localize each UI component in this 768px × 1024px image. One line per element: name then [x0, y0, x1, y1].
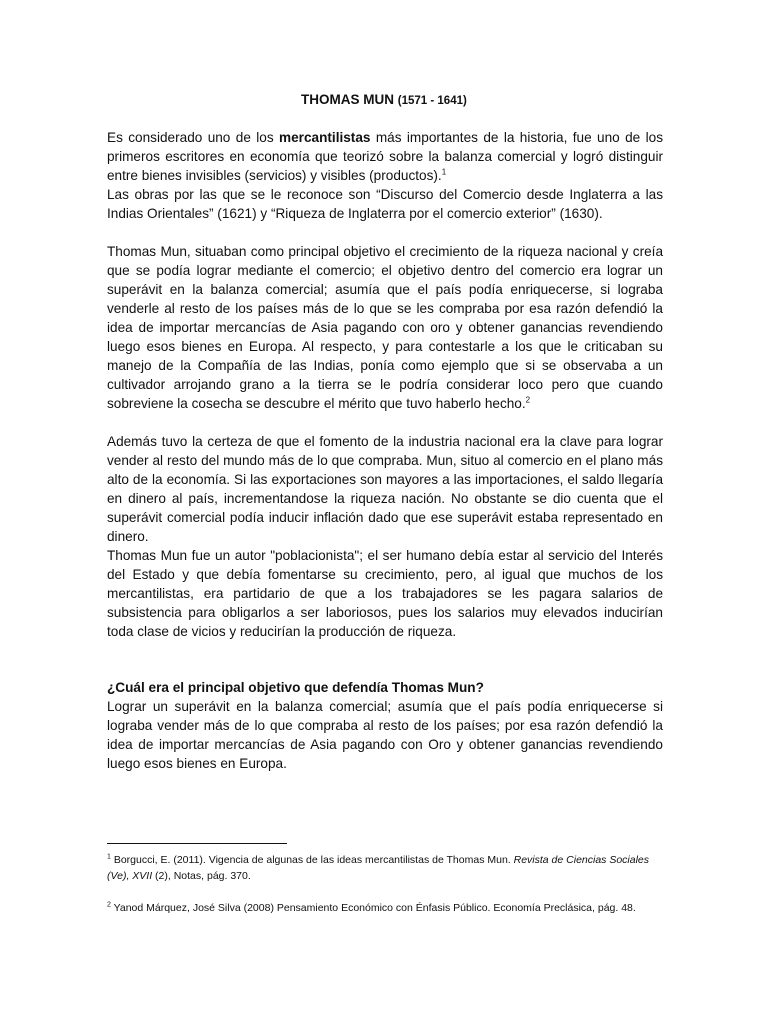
footnote-1-issue: (2), Notas, pág. 370.	[152, 870, 251, 882]
question-heading: ¿Cuál era el principal objetivo que defendía Thomas Mun?	[107, 680, 484, 695]
title-name: THOMAS MUN	[301, 92, 394, 107]
footnote-1-journal: Revista de Ciencias Sociales (Ve), XVII	[107, 854, 650, 882]
paragraph-works: Las obras por las que se le reconoce son “Discurso del Comercio desde Inglaterra a las Indias Orientales” (1621) y “Riqueza de Inglaterra por el comercio exterior” (1630).	[107, 187, 663, 221]
footnote-ref-1[interactable]: 1	[441, 167, 447, 177]
document-title	[301, 92, 467, 107]
footnote-2	[107, 900, 663, 916]
intro-text-end: más importantes de la historia, fue uno de los primeros escritores en economía que teorizó sobre la balanza comercial y logró distinguir entre bienes invisibles (servicios) y visibles (productos).	[107, 130, 663, 183]
title-years: (1571 - 1641)	[397, 95, 467, 107]
footnote-separator	[107, 843, 287, 844]
intro-text-start: Es considerado uno de los	[107, 130, 280, 145]
paragraph-intro	[107, 128, 663, 185]
footnote-2-number: 2	[107, 901, 111, 909]
footnote-2-text: Yanod Márquez, José Silva (2008) Pensamiento Económico con Énfasis Público. Economía Preclásica, pág. 48.	[110, 902, 636, 914]
objective-text: Thomas Mun, situaban como principal objetivo el crecimiento de la riqueza nacional y creía que se podía lograr mediante el comercio; el objetivo dentro del comercio era lograr un superávit en la balanza comercial; asumía que el país podía enriquecerse, si lograba venderle al resto de los países más de lo que se les compraba por esa razón defendió la idea de importar mercancías de Asia pagando con oro y obtener ganancias revendiendo luego esos bienes en Europa. Al respecto, y para contestarle a los que le criticaban su manejo de la Compañía de las Indias, ponía como ejemplo que si se observaba a un cultivador arrojando grano a la tierra se le podría considerar loco pero que cuando sobreviene la cosecha se descubre el mérito que tuvo haberlo hecho.	[107, 244, 663, 411]
footnote-ref-2[interactable]: 2	[525, 395, 531, 405]
footnote-1-number: 1	[107, 853, 111, 861]
paragraph-population: Thomas Mun fue un autor "poblacionista"; el ser humano debía estar al servicio del Interés del Estado y que debía fomentarse su crecimiento, pero, al igual que muchos de los mercantilistas, era partidario de que a los trabajadores se les pagara salarios de subsistencia para obligarlos a ser laboriosos, pues los salarios muy elevados inducirían toda clase de vicios y reducirían la producción de riqueza.	[107, 548, 663, 639]
paragraph-industry: Además tuvo la certeza de que el fomento de la industria nacional era la clave para lograr vender al resto del mundo más de lo que compraba. Mun, situo al comercio en el plano más alto de la economía. Si las exportaciones son mayores a las importaciones, el saldo llegaría en dinero al país, incrementandose la riqueza nación. No obstante se dio cuenta que el superávit comercial podía inducir inflación dado que ese superávit estaba representado en dinero.	[107, 434, 663, 544]
answer-paragraph: Lograr un superávit en la balanza comercial; asumía que el país podía enriquecerse si lograba vender más de lo que compraba al resto de los países; por esa razón defendió la idea de importar mercancías de Asia pagando con Oro y obtener ganancias revendiendo luego esos bienes en Europa.	[107, 699, 663, 771]
intro-bold-term: mercantilistas	[279, 130, 371, 145]
paragraph-objective	[107, 242, 663, 413]
footnote-1	[107, 852, 663, 884]
footnote-1-text: Borgucci, E. (2011). Vigencia de algunas de las ideas mercantilistas de Thomas Mun.	[110, 854, 514, 866]
